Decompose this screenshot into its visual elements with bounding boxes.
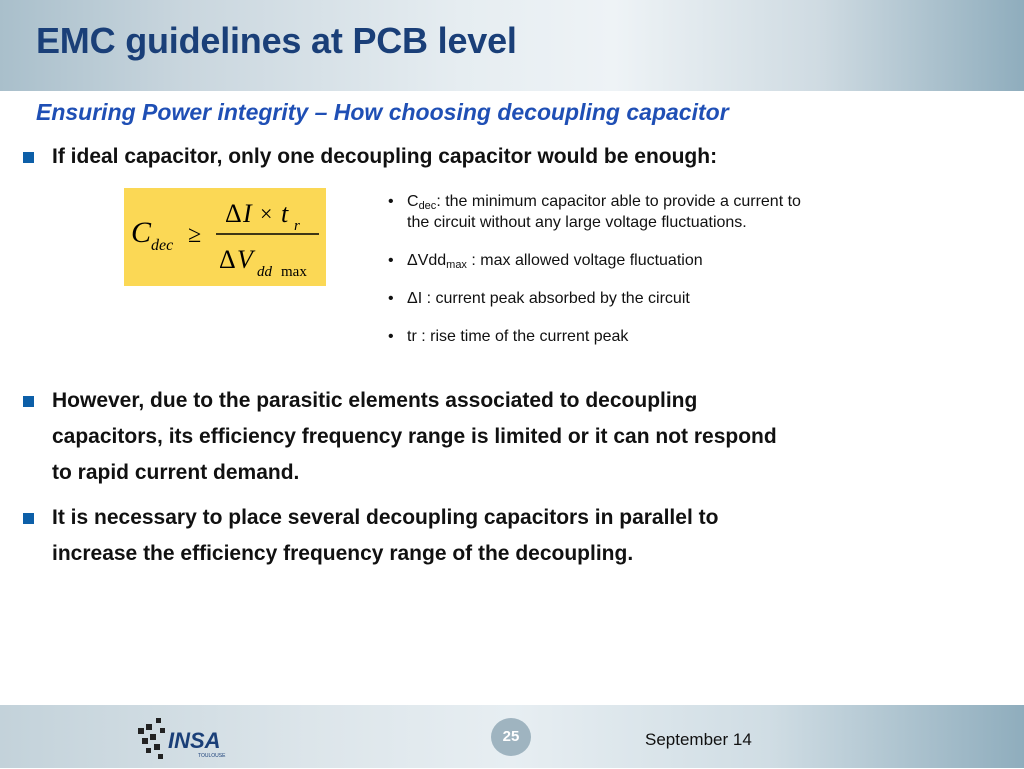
definition-text: : max allowed voltage fluctuation [466,252,703,269]
page-number: 25 [491,718,531,756]
insa-logo-icon [136,714,236,764]
definition-text: : the minimum capacitor able to provide a current to [436,193,801,210]
definition-text: tr : rise time of the current peak [407,328,629,345]
formula-num-t: t [281,199,289,228]
definition-item [388,250,948,271]
bullet-line: It is necessary to place several decoupling capacitors in parallel to [52,506,719,529]
formula-times: × [260,201,273,226]
formula-c: C [131,216,152,249]
formula-relation: ≥ [188,222,202,248]
definition-item [388,191,948,233]
definition-symbol: ΔVdd [407,252,447,269]
bullet-dot: • [388,252,394,269]
bullet-dot: • [388,290,394,307]
bullet-line: capacitors, its efficiency frequency range is limited or it can not respond [52,425,777,448]
formula-den-v: V [237,245,253,274]
definition-symbol: C [407,193,419,210]
formula-num-t-sub: r [294,218,300,234]
bullet-text: If ideal capacitor, only one decoupling capacitor would be enough: [52,145,718,168]
formula-graphic [124,188,326,286]
bullet-dot: • [388,193,394,210]
bullet-text-block [52,383,972,491]
formula-den-sub: dd [257,264,272,280]
bullet-line: However, due to the parasitic elements associated to decoupling [52,389,698,412]
definition-subscript: dec [418,200,437,212]
formula-den-delta: Δ [219,245,236,274]
definition-text: ΔI : current peak absorbed by the circuit [407,290,690,307]
definition-item [388,326,948,347]
bullet-dot: • [388,328,394,345]
formula-den-max: max [281,264,307,280]
definition-subscript: max [446,259,467,271]
bullet-square-icon [23,513,34,524]
slide-subtitle: Ensuring Power integrity – How choosing decoupling capacitor [36,99,729,125]
logo-text: INSA [168,728,221,753]
formula-c-sub: dec [151,237,174,254]
bullet-line: to rapid current demand. [52,461,300,484]
insa-logo [136,714,236,769]
definition-list [388,191,948,364]
formula-num-i: I [243,199,252,228]
definition-item [388,288,948,309]
bullet-text-block [52,500,972,572]
logo-subtext: TOULOUSE [198,753,226,759]
formula-num-delta: Δ [225,199,242,228]
footer-date: September 14 [645,730,752,749]
bullet-line: increase the efficiency frequency range of the decoupling. [52,542,634,565]
bullet-square-icon [23,152,34,163]
slide-title: EMC guidelines at PCB level [36,20,517,61]
definition-text-continued: the circuit without any large voltage fluctuations. [407,214,747,231]
decoupling-formula [124,188,326,286]
bullet-square-icon [23,396,34,407]
